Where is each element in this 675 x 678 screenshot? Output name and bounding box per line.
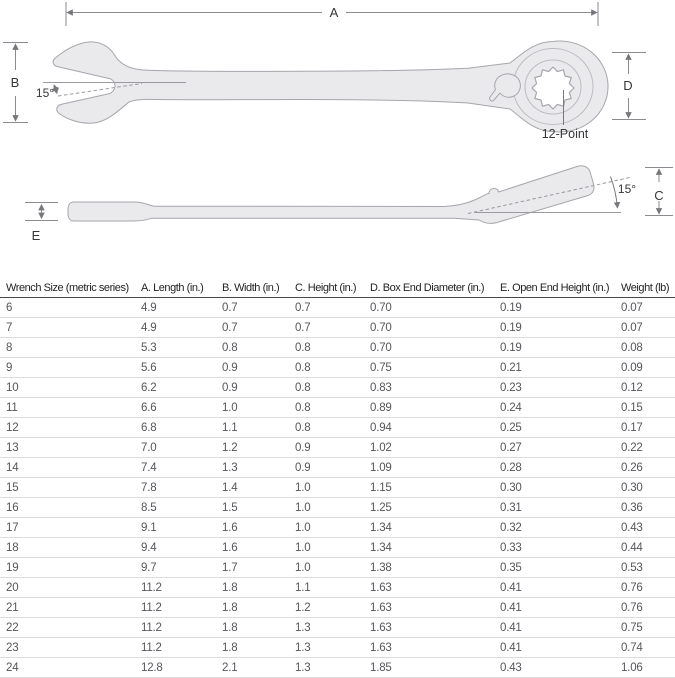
col-header-box-end-diameter: D. Box End Diameter (in.) [368, 280, 498, 298]
table-cell: 22 [0, 618, 139, 638]
table-cell: 11.2 [139, 618, 220, 638]
table-cell: 18 [0, 538, 139, 558]
table-header-row [0, 280, 675, 298]
table-cell: 1.3 [293, 618, 368, 638]
table-cell: 0.9 [220, 358, 293, 378]
table-cell: 1.02 [368, 438, 498, 458]
table-row [0, 378, 675, 398]
table-row [0, 318, 675, 338]
table-cell: 9.4 [139, 538, 220, 558]
table-cell: 1.85 [368, 658, 498, 678]
table-cell: 0.76 [619, 598, 675, 618]
table-cell: 9 [0, 358, 139, 378]
table-row [0, 398, 675, 418]
table-cell: 0.7 [220, 318, 293, 338]
table-cell: 0.70 [368, 318, 498, 338]
table-cell: 1.63 [368, 578, 498, 598]
table-cell: 0.7 [293, 318, 368, 338]
table-cell: 6.8 [139, 418, 220, 438]
table-cell: 0.9 [293, 458, 368, 478]
table-cell: 0.41 [498, 598, 619, 618]
table-cell: 7.4 [139, 458, 220, 478]
table-cell: 1.63 [368, 598, 498, 618]
table-cell: 0.36 [619, 498, 675, 518]
table-cell: 19 [0, 558, 139, 578]
table-cell: 10 [0, 378, 139, 398]
table-cell: 24 [0, 658, 139, 678]
table-row [0, 578, 675, 598]
table-cell: 0.33 [498, 538, 619, 558]
table-cell: 7 [0, 318, 139, 338]
table-cell: 0.9 [293, 438, 368, 458]
table-row [0, 498, 675, 518]
table-cell: 5.6 [139, 358, 220, 378]
table-row [0, 538, 675, 558]
dim-label-e: E [31, 228, 41, 243]
dim-e-line [25, 203, 58, 221]
table-cell: 1.0 [220, 398, 293, 418]
table-cell: 0.41 [498, 638, 619, 658]
table-cell: 0.19 [498, 318, 619, 338]
table-cell: 1.5 [220, 498, 293, 518]
table-cell: 1.0 [293, 498, 368, 518]
dim-label-a: A [329, 5, 339, 20]
table-cell: 15 [0, 478, 139, 498]
table-cell: 1.8 [220, 638, 293, 658]
table-cell: 0.89 [368, 398, 498, 418]
table-cell: 0.28 [498, 458, 619, 478]
table-cell: 1.1 [220, 418, 293, 438]
table-row [0, 458, 675, 478]
wrench-side-view [68, 166, 594, 224]
table-cell: 0.07 [619, 298, 675, 318]
table-cell: 1.8 [220, 598, 293, 618]
table-cell: 1.3 [293, 658, 368, 678]
col-header-open-end-height: E. Open End Height (in.) [498, 280, 619, 298]
spec-table [0, 280, 675, 678]
table-cell: 0.70 [368, 298, 498, 318]
table-cell: 0.21 [498, 358, 619, 378]
open-end-angle-label: 15° [35, 86, 55, 100]
table-cell: 1.2 [220, 438, 293, 458]
table-cell: 12 [0, 418, 139, 438]
table-cell: 20 [0, 578, 139, 598]
table-cell: 1.2 [293, 598, 368, 618]
table-cell: 0.43 [498, 658, 619, 678]
table-cell: 1.7 [220, 558, 293, 578]
table-cell: 1.1 [293, 578, 368, 598]
col-header-wrench-size: Wrench Size (metric series) [0, 280, 139, 298]
table-row [0, 338, 675, 358]
table-cell: 0.74 [619, 638, 675, 658]
table-cell: 0.8 [293, 378, 368, 398]
table-cell: 11.2 [139, 578, 220, 598]
table-cell: 0.53 [619, 558, 675, 578]
table-cell: 11 [0, 398, 139, 418]
table-cell: 0.83 [368, 378, 498, 398]
table-cell: 14 [0, 458, 139, 478]
table-cell: 2.1 [220, 658, 293, 678]
table-cell: 0.22 [619, 438, 675, 458]
table-cell: 1.6 [220, 538, 293, 558]
table-cell: 0.7 [293, 298, 368, 318]
table-cell: 0.8 [293, 358, 368, 378]
top-view-diagram [3, 2, 646, 141]
table-cell: 0.94 [368, 418, 498, 438]
wrench-diagrams [0, 0, 675, 280]
table-row [0, 478, 675, 498]
table-cell: 0.76 [619, 578, 675, 598]
table-cell: 0.70 [368, 338, 498, 358]
table-cell: 0.32 [498, 518, 619, 538]
table-row [0, 598, 675, 618]
wrench-top-view [53, 41, 608, 132]
table-cell: 1.34 [368, 538, 498, 558]
table-cell: 1.25 [368, 498, 498, 518]
table-cell: 6.6 [139, 398, 220, 418]
table-cell: 1.8 [220, 618, 293, 638]
table-row [0, 438, 675, 458]
table-row [0, 518, 675, 538]
table-cell: 0.30 [619, 478, 675, 498]
table-cell: 1.3 [293, 638, 368, 658]
table-cell: 0.19 [498, 338, 619, 358]
table-cell: 1.63 [368, 618, 498, 638]
table-cell: 0.08 [619, 338, 675, 358]
table-cell: 1.63 [368, 638, 498, 658]
table-cell: 1.0 [293, 558, 368, 578]
table-cell: 21 [0, 598, 139, 618]
table-cell: 4.9 [139, 318, 220, 338]
table-cell: 0.41 [498, 578, 619, 598]
col-header-width: B. Width (in.) [220, 280, 293, 298]
table-cell: 0.17 [619, 418, 675, 438]
table-cell: 0.25 [498, 418, 619, 438]
col-header-height: C. Height (in.) [293, 280, 368, 298]
table-cell: 1.4 [220, 478, 293, 498]
table-cell: 17 [0, 518, 139, 538]
table-cell: 0.26 [619, 458, 675, 478]
table-cell: 1.0 [293, 518, 368, 538]
table-cell: 0.8 [293, 338, 368, 358]
table-cell: 0.8 [220, 338, 293, 358]
table-cell: 9.1 [139, 518, 220, 538]
spec-table-body [0, 298, 675, 678]
table-cell: 0.75 [368, 358, 498, 378]
table-row [0, 558, 675, 578]
table-cell: 9.7 [139, 558, 220, 578]
table-cell: 0.41 [498, 618, 619, 638]
table-cell: 1.3 [220, 458, 293, 478]
table-row [0, 618, 675, 638]
table-cell: 7.0 [139, 438, 220, 458]
table-cell: 7.8 [139, 478, 220, 498]
table-cell: 6.2 [139, 378, 220, 398]
table-cell: 1.15 [368, 478, 498, 498]
table-cell: 1.38 [368, 558, 498, 578]
table-cell: 12.8 [139, 658, 220, 678]
table-cell: 0.35 [498, 558, 619, 578]
dim-label-d: D [623, 78, 633, 93]
table-cell: 0.75 [619, 618, 675, 638]
table-cell: 1.34 [368, 518, 498, 538]
dim-label-b: B [10, 75, 20, 90]
table-cell: 0.30 [498, 478, 619, 498]
twelve-point-label: 12-Point [541, 127, 589, 141]
table-cell: 5.3 [139, 338, 220, 358]
table-cell: 1.8 [220, 578, 293, 598]
dim-label-c: C [654, 188, 664, 203]
table-cell: 0.8 [293, 418, 368, 438]
table-cell: 0.31 [498, 498, 619, 518]
wrench-diagram-svg [0, 0, 675, 280]
table-cell: 1.0 [293, 538, 368, 558]
table-cell: 11.2 [139, 638, 220, 658]
table-cell: 23 [0, 638, 139, 658]
table-cell: 13 [0, 438, 139, 458]
table-cell: 0.07 [619, 318, 675, 338]
table-cell: 4.9 [139, 298, 220, 318]
col-header-length: A. Length (in.) [139, 280, 220, 298]
table-cell: 1.6 [220, 518, 293, 538]
table-row [0, 638, 675, 658]
table-row [0, 358, 675, 378]
table-cell: 0.27 [498, 438, 619, 458]
table-cell: 0.09 [619, 358, 675, 378]
side-view-diagram [25, 166, 673, 243]
table-cell: 11.2 [139, 598, 220, 618]
table-cell: 0.43 [619, 518, 675, 538]
table-cell: 6 [0, 298, 139, 318]
table-cell: 0.15 [619, 398, 675, 418]
table-row [0, 418, 675, 438]
table-row [0, 298, 675, 318]
table-cell: 0.9 [220, 378, 293, 398]
table-cell: 0.7 [220, 298, 293, 318]
side-angle-label: 15° [617, 182, 637, 196]
table-cell: 0.24 [498, 398, 619, 418]
table-cell: 0.44 [619, 538, 675, 558]
col-header-weight: Weight (lb) [619, 280, 675, 298]
table-cell: 8 [0, 338, 139, 358]
table-cell: 0.8 [293, 398, 368, 418]
table-cell: 1.0 [293, 478, 368, 498]
table-cell: 0.23 [498, 378, 619, 398]
table-cell: 16 [0, 498, 139, 518]
table-cell: 0.19 [498, 298, 619, 318]
table-cell: 1.06 [619, 658, 675, 678]
table-cell: 0.12 [619, 378, 675, 398]
table-cell: 1.09 [368, 458, 498, 478]
table-cell: 8.5 [139, 498, 220, 518]
